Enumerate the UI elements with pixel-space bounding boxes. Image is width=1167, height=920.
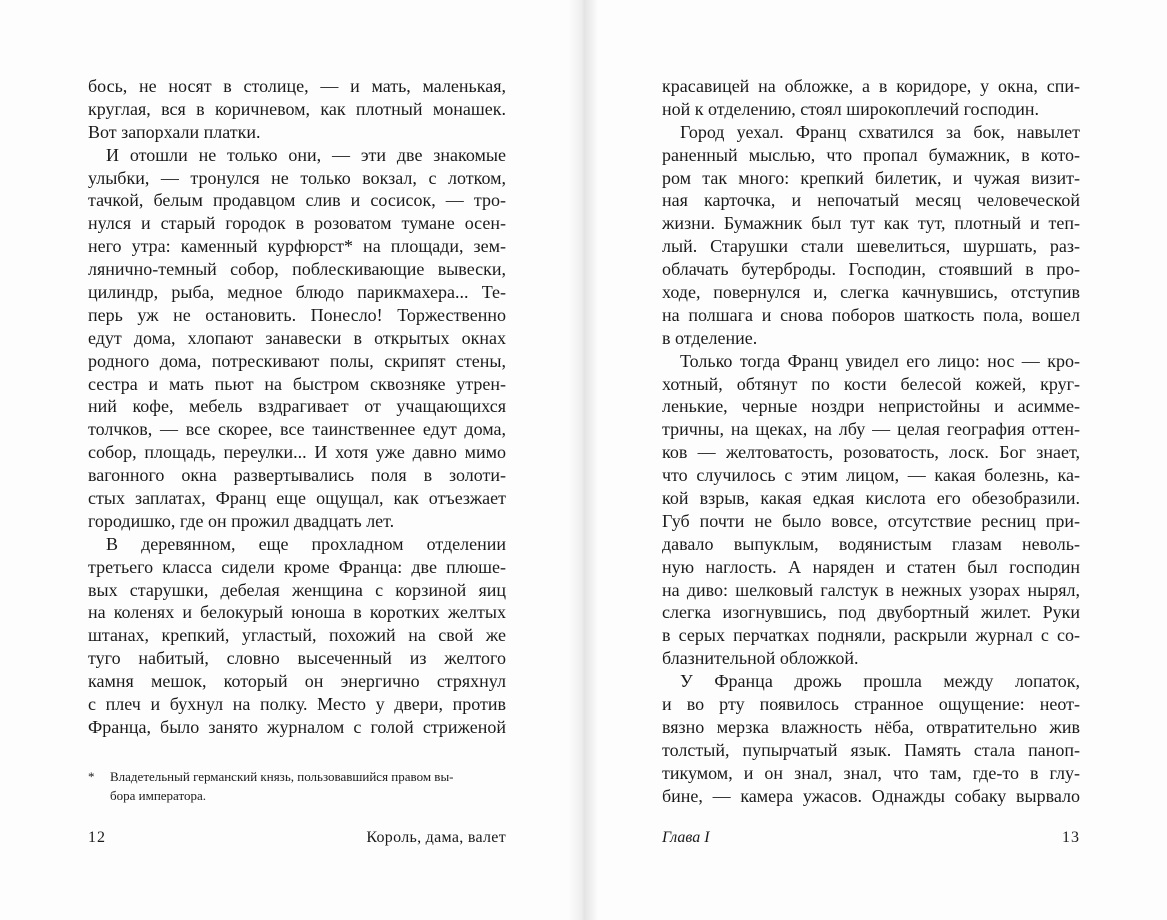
running-title-right: Глава I: [662, 829, 710, 846]
text-line: толстый, пупырчатый язык. Память стала паноп-: [662, 739, 1080, 760]
text-line: блазнительной обложкой.: [662, 648, 859, 669]
text-line: ходе, повернулся и, слегка качнувшись, отступив: [662, 282, 1080, 303]
text-line: собор, площадь, переулки... И хотя уже давно мимо: [88, 442, 506, 463]
text-line: ленькие, черные ноздри непристойны и асимме-: [662, 396, 1080, 417]
text-line: туго набитый, словно высеченный из желтого: [88, 648, 506, 669]
text-line: раненный мыслью, что пропал бумажник, в кото-: [662, 144, 1080, 165]
text-line: вязно мерзка влажность нёба, отвратительно жив: [662, 716, 1080, 737]
left-page-text: [88, 75, 506, 739]
text-line: бось, не носят в столице, — и мать, маленькая,: [88, 76, 506, 96]
left-page: [0, 0, 583, 920]
text-line: лянично-темный собор, поблескивающие вывески,: [88, 259, 506, 280]
text-line: ков — желтоватость, розоватость, лоск. Бог знает,: [662, 442, 1080, 463]
text-line: на коленях и белокурый юноша в коротких желтых: [88, 602, 506, 623]
text-line: лый. Старушки стали шевелиться, шуршать, раз-: [662, 236, 1080, 257]
text-line: и во рту появилось странное ощущение: неот-: [662, 694, 1080, 715]
text-line: на полшага и снова поборов шаткость пола, вошел: [662, 304, 1080, 325]
text-line: перь уж не остановить. Понесло! Торжественно: [88, 304, 506, 325]
text-line: сестра и мать пьют на быстром сквозняке утрен-: [88, 373, 506, 394]
text-line: него утра: каменный курфюрст* на площади, зем-: [88, 236, 506, 257]
footnote-mark: *: [88, 769, 95, 784]
text-line: слегка изогнувшись, под двубортный жилет. Руки: [662, 602, 1080, 623]
text-line: Только тогда Франц увидел его лицо: нос — кро-: [680, 350, 1080, 371]
running-title-left: Король, дама, валет: [366, 829, 506, 846]
text-line: вых старушки, дебелая женщина с корзиной яиц: [88, 579, 506, 600]
text-line: ной к отделению, стоял широкоплечий господин.: [662, 98, 1039, 119]
text-line: с плеч и бухнул на полку. Место у двери, против: [88, 694, 506, 715]
text-line: давало выпуклым, водянистым глазам неволь-: [662, 533, 1080, 554]
footnote: [88, 767, 506, 805]
text-line: цилиндр, рыба, медное блюдо парикмахера... Те-: [88, 282, 506, 303]
text-line: бине, — камера ужасов. Однажды собаку вырвало: [662, 785, 1080, 806]
text-line: тикумом, и он знал, знал, что там, где-то в глу-: [662, 762, 1080, 783]
text-line: жизни. Бумажник был тут как тут, плотный и теп-: [662, 213, 1080, 234]
text-line: что случилось с этим лицом, — какая болезнь, ка-: [662, 465, 1080, 486]
text-line: ную наглость. А наряден и статен был господин: [662, 556, 1080, 577]
page-number-left: 12: [88, 829, 106, 846]
text-line: стых заплатах, Франц еще ощущал, как отъезжает: [88, 488, 506, 509]
text-line: ная карточка, и непочатый месяц человеческой: [662, 190, 1080, 211]
text-line: в серых перчатках подняли, раскрыли журнал с со-: [662, 625, 1080, 646]
right-page: [584, 0, 1167, 920]
text-line: едут дома, хлопают занавески в открытых окнах: [88, 327, 506, 348]
text-line: третьего класса сидели кроме Франца: две плюше-: [88, 556, 506, 577]
text-line: Франца, было занято журналом с голой стриженой: [88, 716, 506, 737]
text-line: городишко, где он прожил двадцать лет.: [88, 510, 395, 531]
text-line: нулся и старый городок в розоватом тумане осен-: [88, 213, 506, 234]
text-line: тричны, на щеках, на лбу — целая география оттен-: [662, 419, 1080, 440]
text-line: тачкой, белым продавцом слив и сосисок, — тро-: [88, 190, 506, 211]
footnote-line: бора императора.: [110, 788, 207, 803]
text-line: облачать бутерброды. Господин, стоявший в про-: [662, 259, 1080, 280]
text-line: Город уехал. Франц схватился за бок, навылет: [680, 121, 1080, 142]
text-line: штанах, крепкий, угластый, похожий на свой же: [88, 625, 506, 646]
text-line: камня мешок, который он энергично стряхнул: [88, 671, 506, 692]
text-line: на диво: шелковый галстук в нежных узорах нырял,: [662, 579, 1080, 600]
page-number-right: 13: [1062, 829, 1080, 846]
text-line: И отошли не только они, — эти две знакомые: [106, 144, 506, 165]
text-line: У Франца дрожь прошла между лопаток,: [680, 671, 1080, 692]
text-line: ний кофе, мебель вздрагивает от учащающихся: [88, 396, 506, 417]
text-line: в отделение.: [662, 327, 758, 348]
text-line: родного дома, потрескивают полы, скрипят стены,: [88, 350, 506, 371]
text-line: вагонного окна развертывались поля в золоти-: [88, 465, 506, 486]
text-line: ром так много: крепкий билетик, и чужая визит-: [662, 167, 1080, 188]
text-line: кой взрыв, какая едкая кислота его обезобразили.: [662, 488, 1080, 509]
text-line: В деревянном, еще прохладном отделении: [106, 533, 506, 554]
text-line: толчков, — все скорее, все таинственнее едут дома,: [88, 419, 506, 440]
text-line: круглая, вся в коричневом, как плотный монашек.: [88, 98, 506, 119]
text-line: Губ почти не было вовсе, отсутствие ресниц при-: [662, 510, 1080, 531]
text-line: хотный, обтянут по кости белесой кожей, круг-: [662, 373, 1080, 394]
text-line: улыбки, — тронулся не только вокзал, с лотком,: [88, 167, 506, 188]
text-line: красавицей на обложке, а в коридоре, у окна, спи-: [662, 76, 1080, 96]
right-page-text: [662, 75, 1080, 808]
footnote-line: Владетельный германский князь, пользовавшийся правом вы-: [110, 769, 454, 784]
text-line: Вот запорхали платки.: [88, 121, 261, 142]
